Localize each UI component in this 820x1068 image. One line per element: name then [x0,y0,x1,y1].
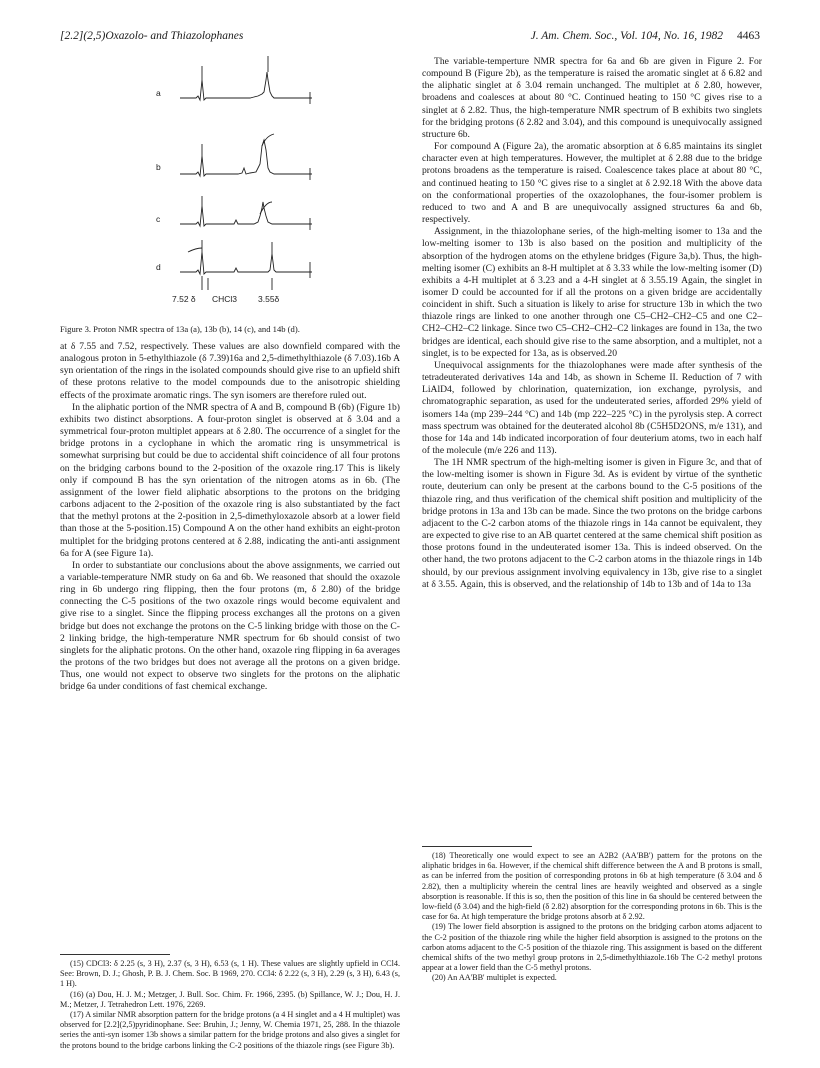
spectrum-trace-c [180,196,312,230]
figure-caption: Figure 3. Proton NMR spectra of 13a (a), 13b (b), 14 (c), and 14b (d). [60,324,300,334]
axis-label-chcl3: CHCl3 [212,294,238,304]
right-paragraph-1: The variable-temperture NMR spectra for 6a and 6b are given in Figure 2. For compound B (Figure 2b), as the temperature is raised the aromatic singlet at δ 6.82 and the aliphatic singlet at δ 3.04 remain unchanged. The multiplet at δ 2.80, however, broadens and coalesces at about 80 °C. Continued heating to 150 °C gives rise to a singlet at δ 2.82. Thus, the high-temperature NMR spectrum of B exhibits two singlets for the bridging protons (δ 2.82 and 3.04), and this compound is unequivocally assigned structure 6b. [422,56,762,140]
right-footnotes [422,840,762,984]
spectrum-trace-a [180,56,312,104]
footnote-20: (20) An AA'BB' multiplet is expected. [432,973,557,983]
running-head-journal [531,30,760,42]
peak-markers [202,276,272,290]
trace-label-c: c [156,214,161,224]
trace-label-d: d [156,262,161,272]
left-paragraph-1: at δ 7.55 and 7.52, respectively. These values are also downfield compared with the analogous proton in 5-ethylthiazole (δ 7.39)16a and 2,5-dimethylthiazole (δ 7.03).16b A syn orientation of the rings in the isolated compounds should give rise to an upfield shift of these protons relative to the model compounds due to the anisotropic shielding effects of the proximate aromatic rings. The syn isomers are therefore ruled out. [60,341,400,401]
footnote-17: (17) A similar NMR absorption pattern for the bridge protons (a 4 H singlet and a 4 H multiplet) was observed for [2.2](2,5)pyridinophane. See: Bruhin, J.; Jenny, W. Chemia 1971, 25, 288. In the thiazole series the anti-syn isomer 13b shows a similar pattern for the bridge protons and also gives a singlet for the protons bound to the bridge carbons linking the C-2 positions of the thiazole rings (see Figure 3b). [60,1010,400,1050]
left-paragraph-3: In order to substantiate our conclusions about the above assignments, we carried out a variable-temperature NMR study on 6a and 6b. We reasoned that should the oxazole ring in 6b undergo ring flipping, then the four protons (m, δ 2.80) of the bridge connecting the C-5 positions of the two oxazole rings would become equivalent and give rise to a singlet. Since the flipping process exchanges all the protons on a given bridge but does not exchange the protons on the C-5 linking bridge with those on the C-2 linking bridge, the high-temperature NMR spectrum for 6b should consist of two singlets for the aliphatic protons. On the other hand, oxazole ring flipping in 6a averages the protons of the two bridges but does not average all the protons on a given bridge. Thus, one would not expect to observe two singlets for the protons on the aliphatic bridge 6a under conditions of fast chemical exchange. [60,559,400,693]
right-paragraph-4: Unequivocal assignments for the thiazolophanes were made after synthesis of the tetradeuterated derivatives 14a and 14b, as shown in Scheme II. Reduction of 7 with LiAlD4, followed by chlorination, quaternization, ion exchange, pyrolysis, and chromatographic separation, as used for the undeuterated series, afforded 29% yield of isomers 14a (mp 239–244 °C) and 14b (mp 222–225 °C) in the pyrolysis step. A correct mass spectrum was obtained for the deuterated alcohol 8b (C5H5D2ONS, m/e 131), and those for 14a and 14b indicated incorporation of four deuterium atoms, two in each half of the molecule (m/e 226 and 113). [422,359,762,456]
left-paragraph-2: In the aliphatic portion of the NMR spectra of A and B, compound B (6b) (Figure 1b) exhibits two distinct absorptions. A four-proton singlet is observed at δ 3.04 and a symmetrical four-proton multiplet appears at δ 2.80. The occurrence of a singlet for the bridge protons in a cyclophane in which the aromatic ring is unsymmetrical is somewhat surprising but could be due to accidental shift coincidence of all four protons on the bridging carbons bound to the 2-position of the oxazole ring.17 This is likely only if compound B has the syn orientation of the nitrogen atoms as in 6b. (The assignment of the lower field aliphatic absorptions to the protons on the bridging carbons adjacent to the 2-position of the oxazole ring is also substantiated by the fact that the methyl protons at the 2-position in 2,5-dimethyloxazole absorb at a lower field than those at the 5-position.15) Compound A on the other hand exhibits an eight-proton multiplet for the bridging protons centered at δ 2.88, indicating the anti-anti assignment 6a for A (see Figure 1a). [60,401,400,559]
right-paragraph-5: The 1H NMR spectrum of the high-melting isomer is given in Figure 3c, and that of the low-melting isomer is shown in Figure 3d. As is evident by virtue of the synthetic route, deuterium can only be present at the carbons bound to the C-5 positions of the thiazole ring, and thus verification of the chemical shift position and multiplicity of the bridge protons in 13a and 13b can be made. Since the two protons on the bridge carbons adjacent to the C-2 carbon atoms of the thiazole rings in 14a cannot be equivalent, they are expected to give rise to an AB quartet centered at the same chemical shift position as those protons found in the undeuterated isomer 13a. This is indeed observed. On the other hand, the two protons adjacent to the C-2 carbon atoms in the thiazole rings in 14b should, by our previous assignment involving equivalency in 13b, give rise to a singlet at δ 3.55. Again, this is observed, and the relationship of 14b to 13b and of 14a to 13a [422,457,762,590]
left-footnotes [60,948,400,1051]
nmr-spectra-svg [60,56,400,320]
trace-label-a: a [156,88,161,98]
footnote-rule-left [60,954,170,955]
footnote-18: (18) Theoretically one would expect to see an A2B2 (AA'BB') pattern for the protons on the aliphatic bridges in 6a. However, if the chemical shift difference between the A and B protons is small, as can be inferred from the position of corresponding protons in 6b at high temperature (δ 3.04 and δ 2.82), then a multiplicity wherein the central lines are heavily weighted and observed as a single absorption is reasonable. If this is so, then the position of this line in 6a should be centered between the low-field (δ 3.04) and the high-field (δ 2.82) absorption for the corresponding protons in 6b. This is the case for 6a. At high temperature the bridge protons absorb at δ 2.92. [422,851,762,922]
axis-label-355: 3.55δ [258,294,280,304]
axis-label-752: 7.52 δ [172,294,196,304]
trace-label-b: b [156,162,161,172]
running-head [60,30,760,46]
nmr-figure [60,56,400,320]
footnote-19: (19) The lower field absorption is assigned to the protons on the bridging carbon atoms adjacent to the C-2 position of the thiazole ring while the higher field absorption is assigned to the protons on the carbon atoms adjacent to the C-5 position of the thiazole ring. This assignment is based on the different chemical shifts of the two methyl group protons in 2,5-dimethylthiazole.16b The C-2 methyl protons appear at a lower field than the C-5 methyl protons. [422,922,762,973]
right-paragraph-3: Assignment, in the thiazolophane series, of the high-melting isomer to 13a and the low-melting isomer to 13b is also based on the position and multiplicity of the absorption of the hydrogen atoms on the ethylene bridges (Figure 3a,b). Thus, the high-melting isomer (C) exhibits an 8-H multiplet at δ 3.33 while the low-melting isomer (D) exhibits a 4-H multiplet at δ 3.23 and a 4-H singlet at δ 3.55.19 Again, the singlet in isomer D could be accounted for if all the protons on a given bridge are accidentally coincident in shift. Such a situation is likely to arise for structure 13b in which the two thiazole rings are linked to one another through one C5–CH2–CH2–C5 and one C2–CH2–CH2–C2 linkage. Since two C5–CH2–CH2–C2 linkages are found in 13a, the two bridges are identical, each should give rise to the same absorption, and a multiplet, not a singlet, is to be expected for 13a, as is observed.20 [422,226,762,359]
right-paragraph-2: For compound A (Figure 2a), the aromatic absorption at δ 6.85 maintains its singlet character even at high temperatures. However, the multiplet at δ 2.88 due to the bridge protons broadens as the temperature is raised. Coalescence takes place at about 80 °C, and continued heating to 150 °C gives rise to a singlet at δ 2.92.18 With the above data on the conformational properties of the oxazolophanes, the four-isomer problem is reduced to two and A and B are unequivocally assigned structures 6a and 6b, respectively. [422,141,762,226]
footnote-16: (16) (a) Dou, H. J. M.; Metzger, J. Bull. Soc. Chim. Fr. 1966, 2395. (b) Spillance, W. J.; Dou, H. J. M.; Metzer, J. Tetrahedron Lett. 1976, 2269. [60,989,400,1009]
running-head-title: [2.2](2,5)Oxazolo- and Thiazolophanes [60,30,244,42]
spectrum-trace-b [180,134,312,180]
left-column [60,56,400,694]
spectrum-trace-d [180,240,312,278]
page-number: 4463 [737,30,760,42]
footnote-rule-right [422,846,532,847]
journal-citation: J. Am. Chem. Soc., Vol. 104, No. 16, 1982 [530,30,723,42]
footnote-15: (15) CDCl3: δ 2.25 (s, 3 H), 2.37 (s, 3 H), 6.53 (s, 1 H). These values are slightly upfield in CCl4. See: Brown, D. J.; Ghosh, P. B. J. Chem. Soc. B 1969, 270. CCl4: δ 2.22 (s, 3 H), 2.29 (s, 3 H), 6.43 (s, 1 H). [60,959,400,989]
right-column [422,56,762,591]
